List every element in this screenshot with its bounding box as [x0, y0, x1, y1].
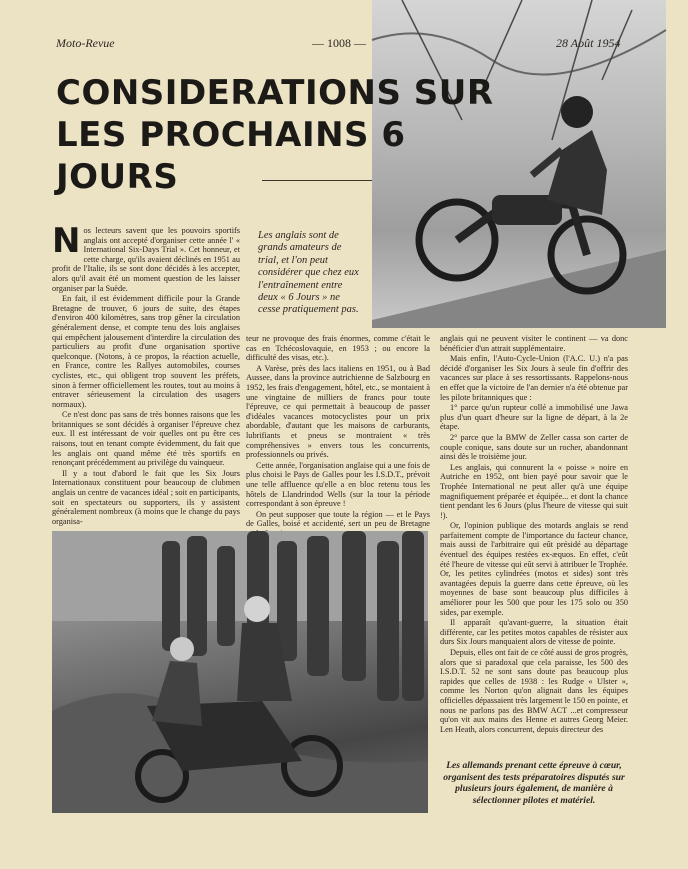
paragraph: 1° parce qu'un rupteur collé a immobilisé une Jawa plus d'un quart d'heure sur la ligne de départ, à la 2e étape. [440, 403, 628, 432]
paragraph: Or, l'opinion publique des motards anglais se rend parfaitement compte de l'importance du facteur chance, mais aussi de l'arbitraire qui eût présidé au départage éventuel des équipes restées ex-æquos. En effet, c'eût été l'heure de vitesse qui eût servi à attribuer le Trophée. Or, les petites cylindrées (motos et sides) sont très avantagées depuis la guerre dans cette épreuve, où les moyennes de base sont beaucoup plus difficiles à améliorer pour les 500 que pour les 175 solo ou 350 sides, par exemple. [440, 521, 628, 617]
pull-quote: Les anglais sont de grands amateurs de trial, et l'on peut considérer que chez eux l'entraînement entre deux « 6 Jours » ne cesse pratiquement pas. [258, 230, 359, 316]
paragraph: anglais qui ne peuvent visiter le continent — va donc bénéficier d'un attrait supplémentaire. [440, 334, 628, 353]
paragraph: En fait, il est évidemment difficile pour la Grande Bretagne de trouver, 6 jours de suite, des étapes d'environ 400 kilomètres, sans trop gêner la circulation généralement dense, et compte tenu des lois anglaises qui empêchent jalousement d'interdire la circulation des particuliers au profit d'une organisation sportive quelconque. (Notons, à ce propos, la réaction actuelle, en France, contre les Rallyes automobiles, courses cyclistes, etc., qui obligent trop souvent les préfets, sinon à fermer officiellement les routes, tout au moins à entraver sérieusement la circulation des usagers normaux). [52, 294, 240, 409]
title-rule [262, 180, 372, 181]
paragraph: A Varèse, près des lacs italiens en 1951, ou à Bad Aussee, dans la province autrichienne de Salzbourg en 1952, les frais d'engagement, hôtel, etc., se montaient à une vingtaine de milliers de francs pour toute l'épreuve, ce qui permettait à beaucoup de passer d'idéales vacances motocyclistes pour un prix abordable, d'autant que les maisons de carburants, lubrifiants et pneus se montraient « très compréhensives » envers tous les concurrents, professionnels ou privés. [246, 363, 430, 460]
page-number: — 1008 — [312, 36, 366, 50]
article-column-3 [440, 334, 628, 754]
dropcap: N [52, 221, 81, 261]
paragraph: 2° parce que la BMW de Zeller cassa son carter de couple conique, sans doute sur un rocher, abandonnant ainsi dès le troisième jour. [440, 432, 628, 462]
paragraph: Cette année, l'organisation anglaise qui a une fois de plus choisi le Pays de Galles pour les I.S.D.T., prévoit une telle affluence qu'elle a en bloc retenu tous les hôtels de Llandrindod Wells (sur la tour la période correspondant à son épreuve ! [246, 460, 430, 509]
sidecar-crowd-photo [52, 531, 428, 813]
photo-caption: Les allemands prenant cette épreuve à cœur, organisent des tests préparatoires disputés sur plusieurs jours également, de manière à sélectionner pilotes et matériel. [443, 760, 625, 806]
paragraph: Ce n'est donc pas sans de très bonnes raisons que les britanniques se sont décidés à organiser l'épreuve chez eux. Il est intéressant de voir quelles ont pu être ces raisons, tout en tenant compte évidemment, du fait que les anglais ont quand même été très sportifs en renonçant précédemment au privilège du vainqueur. [52, 410, 240, 468]
paragraph: Mais enfin, l'Auto-Cycle-Union (l'A.C. U.) n'a pas décidé d'organiser les Six Jours à seule fin d'offrir des vacances sur place à ses ressortissants. Rappelons-nous en effet que la victoire de l'an dernier n'a été obtenue par les pilote britanniques que : [440, 354, 628, 402]
magazine-name: Moto-Revue [56, 36, 115, 50]
paragraph: teur ne provoque des frais énormes, comme c'était le cas en Tchécoslovaquie, en 1953 ; ou encore la difficulté des visas, etc.). [246, 334, 430, 363]
sidecar-crowd-illustration [52, 531, 428, 813]
issue-date: 28 Août 1954 [556, 36, 621, 50]
article-column-1 [52, 221, 240, 529]
paragraph: On peut supposer que toute la région — et le Pays de Galles, boisé et accidenté, sert un peu de Bretagne [246, 509, 430, 529]
paragraph: Depuis, elles ont fait de ce côté aussi de gros progrès, alors que si paradoxal que cela paraisse, les 500 des I.S.D.T. 52 ne sont sans doute pas beaucoup plus rapides que celles de 1938 : les Rudge « Ulster », comme les Norton qu'on alignait dans les équipes officielles dépassaient très largement le 150 en pointe, et nous ne parlons pas des BMW ACT ...et compresseur qu'on vit aux mains des Henne et autres Georg Meier. Len Heath, alors concurrent, depuis directeur des [440, 648, 628, 734]
article-column-2 [246, 334, 430, 530]
article-title: CONSIDERATIONS SUR LES PROCHAINS 6 JOURS [56, 73, 494, 197]
paragraph: Il y a tout d'abord le fait que les Six Jours Internationaux constituent pour beaucoup de clubmen anglais un centre de vacances idéal ; soit en participants, soit en spectateurs ou supporters, ils y assistent généralement nombreux (à moins que le change du pays organisa- [52, 468, 240, 526]
paragraph: Les anglais, qui connurent la « poisse » noire en Autriche en 1952, ont bien payé pour savoir que le Trophée International ne peut aller qu'à une équipe magnifiquement préparée et équipée... et dont la chance tient pendant les 6 Jours (plus l'heure de vitesse qui suit !). [440, 462, 628, 520]
paragraph: os lecteurs savent que les pouvoirs sportifs anglais ont accepté d'organiser cette année l' « International Six-Days Trial ». Cet honneur, et cette charge, qu'ils avaient déclinés en 1951 au profit de l'Italie, ils se sont donc décidés à les accepter, alors qu'il avait été un moment question de les laisser organiser par la Suède. [52, 226, 240, 293]
paragraph: Il apparaît qu'avant-guerre, la situation était différente, car les petites motos capables de résister aux durs Six Jours manquaient alors de vitesse de pointe. [440, 618, 628, 647]
